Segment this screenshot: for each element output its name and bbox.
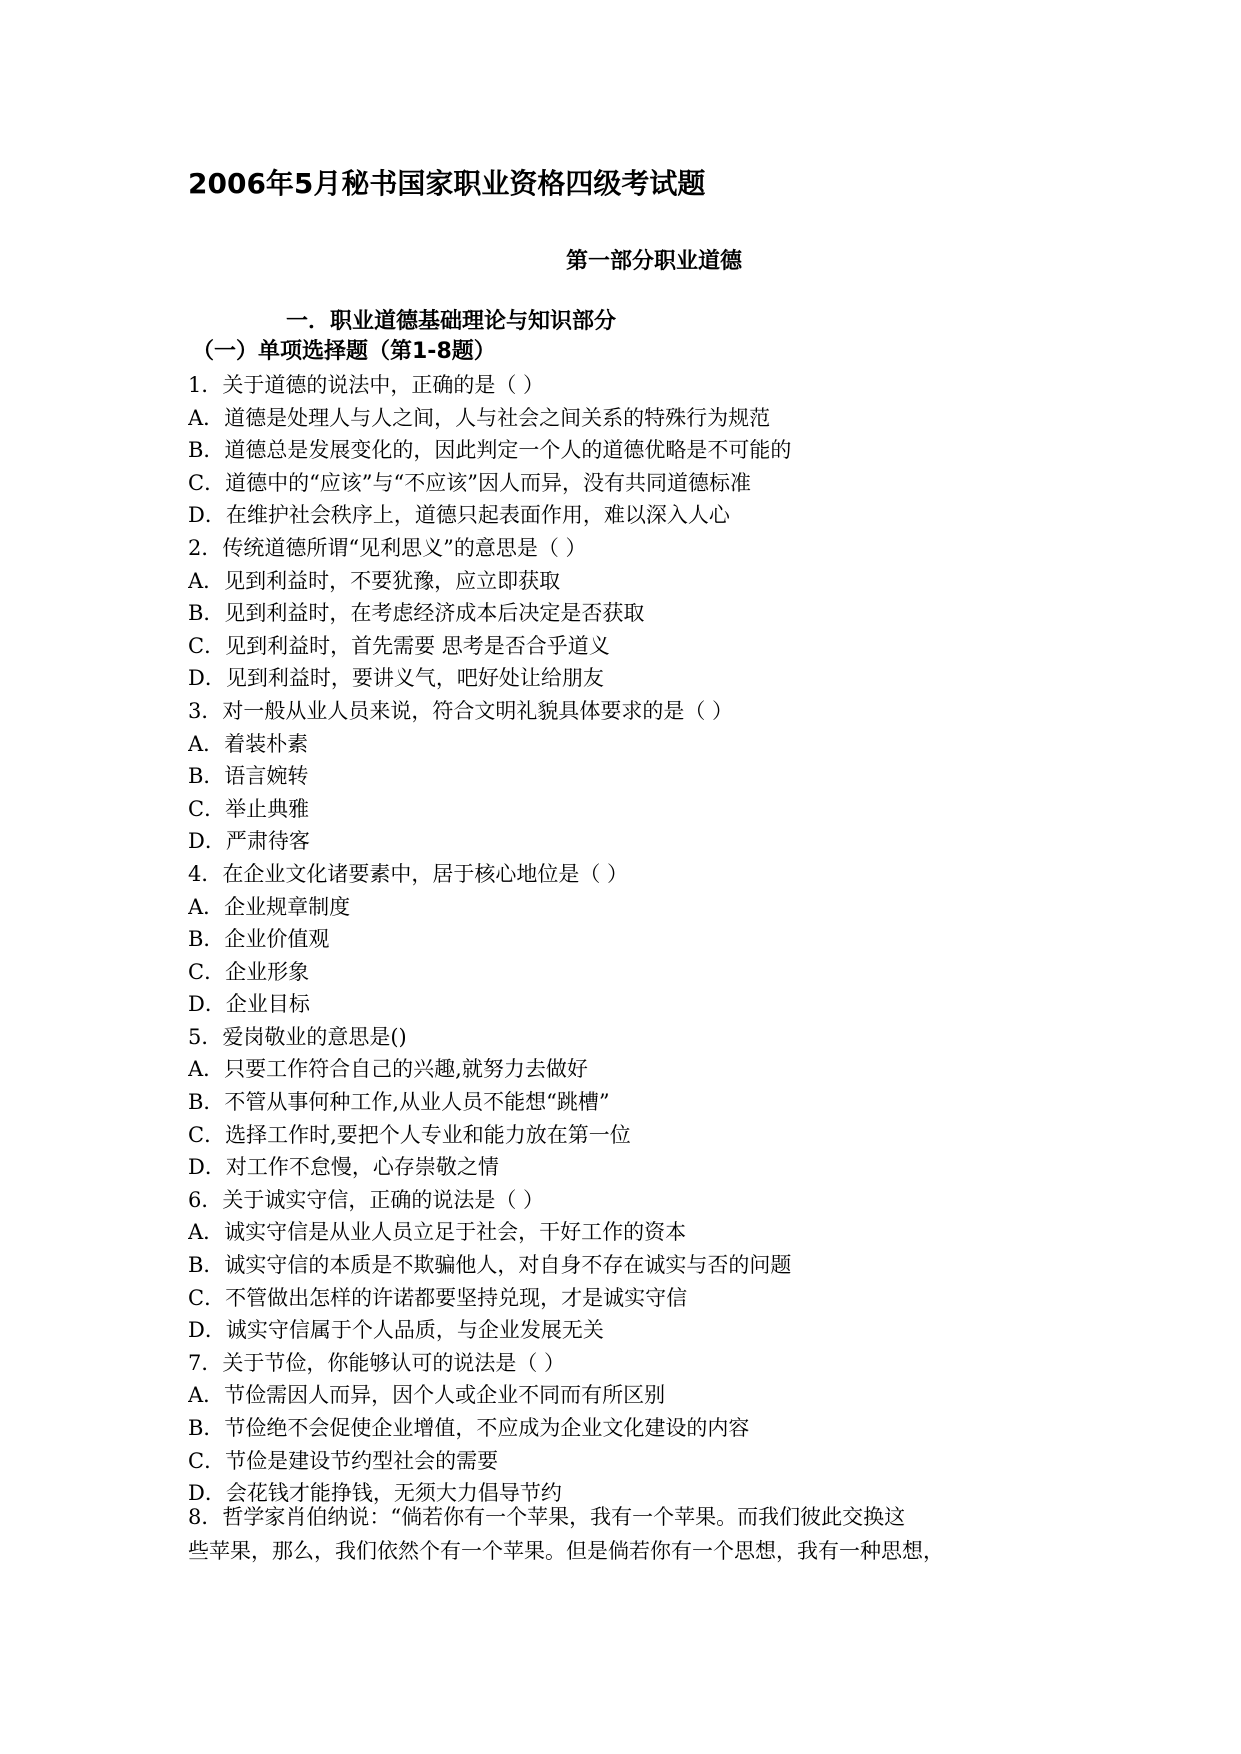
question-line: 2．传统道德所谓“见利思义”的意思是（ ） <box>188 535 587 560</box>
question-line: 6．关于诚实守信，正确的说法是（ ） <box>188 1187 545 1212</box>
option-line: D．诚实守信属于个人品质，与企业发展无关 <box>188 1318 604 1343</box>
option-line: D．对工作不怠慢，心存崇敬之情 <box>188 1155 499 1180</box>
option-line: C．选择工作时,要把个人专业和能力放在第一位 <box>188 1122 631 1147</box>
option-line: A．诚实守信是从业人员立足于社会，干好工作的资本 <box>188 1220 687 1245</box>
option-line: B．企业价值观 <box>188 927 330 952</box>
option-line: B．节俭绝不会促使企业增值，不应成为企业文化建设的内容 <box>188 1416 750 1440</box>
question-line: 1．关于道德的说法中，正确的是（ ） <box>188 373 545 397</box>
option-line: A．企业规章制度 <box>188 894 351 919</box>
option-line: A．着装朴素 <box>188 731 309 756</box>
option-line: A．道德是处理人与人之间，人与社会之间关系的特殊行为规范 <box>188 405 771 430</box>
document-title: 2006年5月秘书国家职业资格四级考试题 <box>188 167 706 200</box>
option-line: C．企业形象 <box>188 959 310 984</box>
option-line: D．会花钱才能挣钱，无须大力倡导节约 <box>188 1481 562 1506</box>
option-line: C．不管做出怎样的许诺都要坚持兑现，才是诚实守信 <box>188 1285 688 1310</box>
option-line: A．只要工作符合自己的兴趣,就努力去做好 <box>188 1057 588 1082</box>
question-8-line-1: 8．哲学家肖伯纳说：“倘若你有一个苹果，我有一个苹果。而我们彼此交换这 <box>188 1505 906 1529</box>
question-line: 3．对一般从业人员来说，符合文明礼貌具体要求的是（ ） <box>188 698 734 723</box>
question-8-line-2: 些苹果，那么，我们依然个有一个苹果。但是倘若你有一个思想，我有一种思想， <box>188 1539 944 1563</box>
option-line: C．见到利益时，首先需要 思考是否合乎道义 <box>188 633 610 658</box>
option-line: A．节俭需因人而异，因个人或企业不同而有所区别 <box>188 1383 666 1408</box>
option-line: D．严肃待客 <box>188 829 310 854</box>
question-line: 5．爱岗敬业的意思是() <box>188 1024 407 1049</box>
option-line: C．举止典雅 <box>188 796 310 821</box>
option-line: C．道德中的“应该”与“不应该”因人而异，没有共同道德标准 <box>188 470 752 495</box>
option-line: B．见到利益时，在考虑经济成本后决定是否获取 <box>188 601 645 626</box>
option-line: D．见到利益时，要讲义气，吧好处让给朋友 <box>188 666 604 691</box>
option-line: D．企业目标 <box>188 992 310 1017</box>
question-list <box>188 369 1058 1510</box>
option-line: C．节俭是建设节约型社会的需要 <box>188 1448 499 1473</box>
section-title: 一．职业道德基础理论与知识部分 <box>286 309 617 334</box>
option-line: B．诚实守信的本质是不欺骗他人，对自身不存在诚实与否的问题 <box>188 1253 792 1278</box>
option-line: A．见到利益时，不要犹豫，应立即获取 <box>188 568 561 593</box>
option-line: D．在维护社会秩序上，道德只起表面作用，难以深入人心 <box>188 503 730 528</box>
part-title: 第一部分职业道德 <box>566 249 743 274</box>
question-line: 7．关于节俭，你能够认可的说法是（ ） <box>188 1350 566 1375</box>
question-line: 4．在企业文化诸要素中，居于核心地位是（ ） <box>188 861 629 886</box>
option-line: B．道德总是发展变化的，因此判定一个人的道德优略是不可能的 <box>188 438 792 463</box>
subsection-title: （一）单项选择题（第1-8题） <box>192 339 496 364</box>
question-8-paragraph <box>188 1500 1058 1568</box>
option-line: B．语言婉转 <box>188 764 309 789</box>
option-line: B．不管从事何种工作,从业人员不能想“跳槽” <box>188 1090 610 1115</box>
